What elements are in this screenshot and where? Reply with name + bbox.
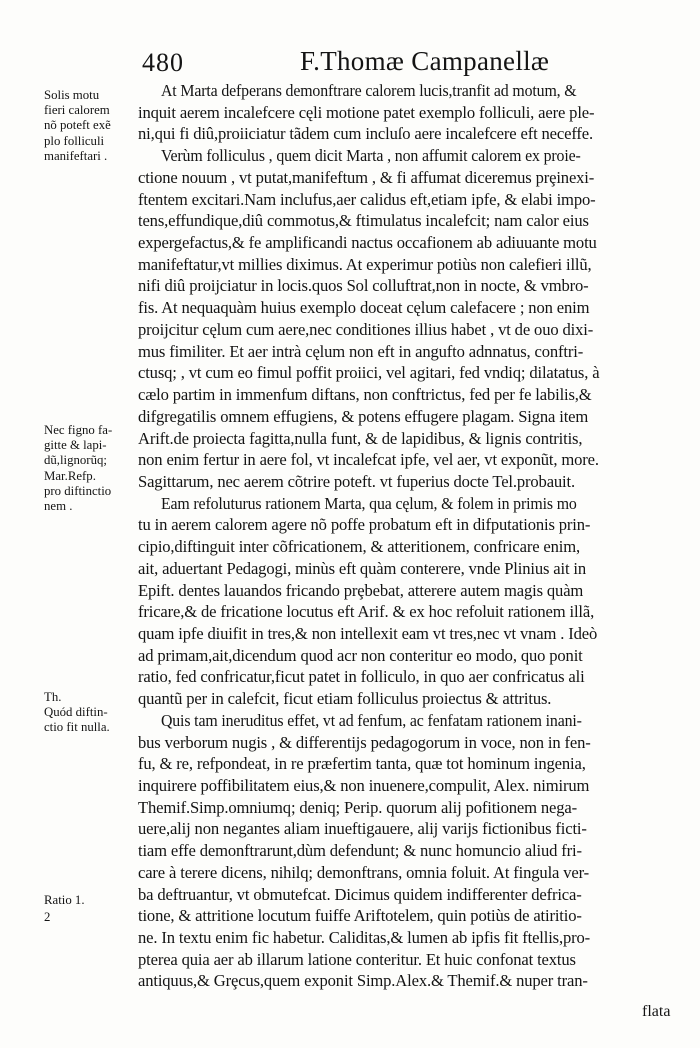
text-line: fu, & re, refpondeat, in re præfertim tanta, quæ tot hominum ingenia, [138,754,586,774]
text-line: tiam effe demonftrarunt,dùm defendunt; & nunc homuncio aliud fri- [138,841,582,861]
text-line: inquit aerem incalefcere cęli motione patet exemplo folliculi, aere ple- [138,102,595,122]
text-line: inquirere poffibilitatem eius,& non inuenere,compulit, Alex. nimirum [138,776,590,795]
text-line: mus fimiliter. Et aer intrà cęlum non eft in angufto adnnatus, conftri- [138,341,584,361]
text-line: non enim fertur in aere fol, vt incalefcat ipfe, vel aer, vt exponũt, more. [138,450,599,470]
text-line: expergefactus,& fe amplificandi nactus occafionem ab adiuuante motu [138,233,597,253]
text-line: quam ipfe diuifit in tres,& non intellexit eam vt tres,nec vt vnam . Ideò [138,623,598,643]
text-line: ba deftruantur, vt obmutefcat. Dicimus quidem indifferenter defrica- [138,884,582,904]
margin-note-line: dũ,lignorũq; [44,453,107,468]
margin-note-th [44,690,136,736]
text-line: ne. In textu enim fic habetur. Caliditas,& lumen ab ipfis fit ftellis,pro- [138,928,591,948]
text-line: Quis tam ineruditus effet, vt ad fenfum, ac fenfatam rationem inani- [160,710,582,730]
text-line: cælo partim in immenfum diftans, non conftrictus, fed per fe labilis,& [138,385,592,405]
margin-note-solis-motu [44,88,136,164]
text-line: tu in aerem calorem agere nõ poffe probatum eft in difputationis prin- [138,515,591,535]
margin-note-line: fieri calorem [44,103,110,118]
margin-note-line: plo folliculi [44,133,105,148]
margin-note-line: Ratio 1. [44,893,85,907]
margin-note-ratio [44,893,136,925]
text-line: quantũ per in calefcit, ficut etiam folliculus proiectus & attritus. [138,689,552,709]
text-line: Sagittarum, nec aerem cõtrire poteft. vt fuperius docte Tel.probauit. [138,471,575,491]
text-line: Arift.de proiecta fagitta,nulla funt, & de lapidibus, & lignis contritis, [138,428,583,448]
text-line: ad primam,ait,dicendum quod acr non conteritur eo modo, quo ponit [138,645,583,665]
margin-note-line: gitte & lapi- [44,438,107,453]
text-line: nifi diû proijciatur in locis.quos Sol colluftrat,non in nocte, & vmbro- [138,276,589,296]
text-line: ftentem excitari.Nam inclufus,aer calidus eft,etiam ipfe, & elabi impo- [138,189,596,209]
margin-note-line: nõ poteft exẽ [44,118,111,133]
text-line: Verùm folliculus , quem dicit Marta , non affumit calorem ex proie- [160,146,581,166]
margin-note-line: Th. [44,690,62,704]
text-line: pterea quia aer ab illarum latione conteritur. Et huic confonat textus [138,949,576,969]
margin-note-nec-signo [44,423,136,514]
text-line: manifeftatur,vt millies diximus. At experimur potiùs non calefieri illũ, [138,254,592,274]
margin-note-line: Mar.Refp. [44,468,96,483]
running-head: F.Thomæ Campanellæ [300,46,550,76]
margin-note-line: ctio fit nulla. [44,720,110,735]
text-line: cipio,diftinguit inter cõfricationem, & atteritionem, confricare enim, [138,537,580,557]
margin-note-line: Quód diftin- [44,705,108,720]
text-line: uere,alij non negantes aliam inueftigauere, alij varijs fictionibus ficti- [138,819,587,839]
text-line: care à terere dicens, nihilq; demonftrans, omnia foluit. At fingula ver- [138,862,590,882]
page-header [0,46,700,82]
text-line: ratio, fed confricatur,ficut patet in folliculo, in quo aer confricatus ali [138,667,585,687]
text-line: difgregatilis omnem effugiens, & potens effugere plagam. Signa item [138,406,589,426]
text-line: tione, & attritione locutum fuiffe Ariftotelem, quin potiùs de atiritio- [138,906,582,926]
text-line: ni,qui fi diû,proiiciatur tãdem cum incluſo aere incalefcere eft neceffe. [138,124,593,144]
margin-note-line: manifeftari . [44,148,108,163]
margin-note-line: pro diftinctio [44,483,112,498]
text-line: fricare,& de fricatione locutus eft Arif. & ex hoc refoluit rationem illã, [138,602,595,622]
text-line: bus verborum nugis , & differentijs pedagogorum in voce, non in fen- [138,732,591,752]
text-line: tens,effundique,diû commotus,& ftimulatus incalefcit; nam calor eius [138,211,589,231]
margin-note-line: 2 [44,910,51,925]
margin-note-line: Solis motu [44,88,100,102]
catchword: flata [642,1003,671,1020]
text-line: proijcitur cęlum cum aere,nec conditiones illius habet , vt de ouo dixi- [138,319,594,339]
text-line: ctione nouum , vt putat,manifeftum , & fi affumat diceremus prȩinexi- [138,167,595,187]
text-line: fis. At nequaquàm huius exemplo doceat cęlum calefacere ; non enim [138,298,590,318]
text-line: antiquus,& Grȩcus,quem exponit Simp.Alex.& Themif.& nuper tran- [138,971,588,991]
text-line: Eam refoluturus rationem Marta, qua cęlum, & folem in primis mo [160,493,577,513]
body-text [138,80,686,992]
text-line: ait, aduertant Pedagogi, minùs eft quàm conterere, vnde Plinius ait in [138,558,587,578]
page-number: 480 [142,48,184,77]
margin-note-line: nem . [44,499,73,514]
text-line: ctusq; , vt cum eo fimul poffit proiici, vel agitari, fed vndiq; dilatatus, à [138,363,600,383]
text-line: Epift. dentes lauandos fricando prȩbebat, atterere autem magis quàm [138,580,584,600]
text-line: Themif.Simp.omniumq; deniq; Perip. quorum alij pofitionem nega- [138,797,577,817]
text-line: At Marta defperans demonftrare calorem lucis,tranfit ad motum, & [160,81,577,100]
margin-note-line: Nec figno fa- [44,423,113,437]
